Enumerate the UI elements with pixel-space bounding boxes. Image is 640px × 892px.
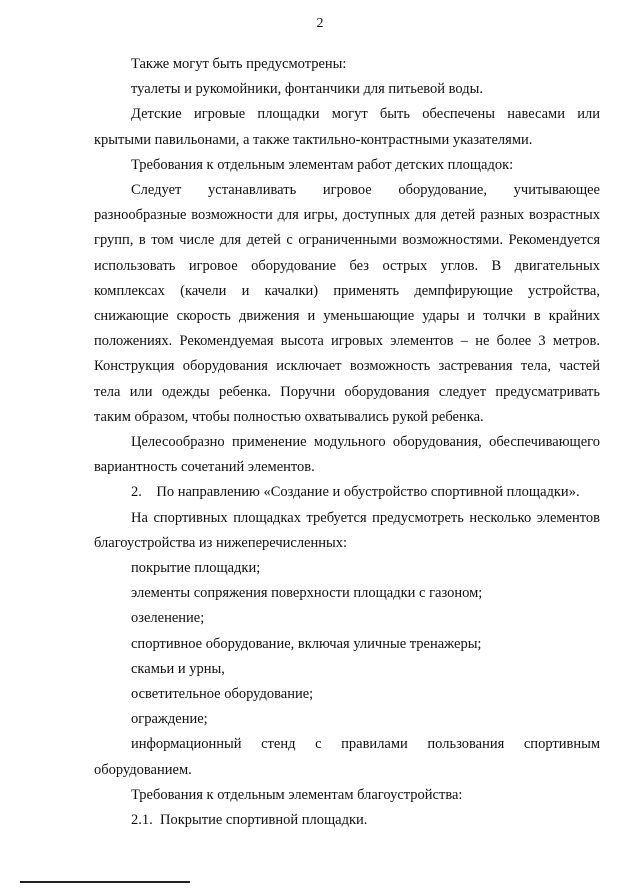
list-item: покрытие площадки;	[131, 560, 261, 577]
list-item: элементы сопряжения поверхности площадки с газоном;	[131, 585, 483, 602]
paragraph-equipment: Следует устанавливать игровое оборудование, учитывающее разнообразные возможности для игры, доступных для детей разных возрастных групп, в том числе для детей с ограниченными возможностями. Рекомендуется использовать игровое оборудование без острых углов. В двигательных комплексах (качели и качалки) применять демпфирующие устройства, снижающие скорость движения и уменьшающие удары и толчки в крайних положениях. Рекомендуемая высота игровых элементов – не более 3 метров. Конструкция оборудования исключает возможность застревания тела, частей тела или одежды ребенка. Поручни оборудования следует предусматривать таким образом, чтобы полностью охватывались рукой ребенка.	[94, 182, 600, 425]
list-item: скамьи и урны,	[131, 660, 225, 677]
paragraph-intro: Также могут быть предусмотрены:	[131, 56, 347, 72]
paragraph-modular: Целесообразно применение модульного оборудования, обеспечивающего вариантность сочетаний элементов.	[94, 434, 600, 476]
list-item: осветительное оборудование;	[131, 686, 314, 703]
paragraph-sports-elements: На спортивных площадках требуется предусмотреть несколько элементов благоустройства из нижеперечисленных:	[94, 509, 600, 551]
list-item: ограждение;	[131, 711, 208, 728]
paragraph-toilets: туалеты и рукомойники, фонтанчики для питьевой воды.	[131, 81, 483, 98]
list-item: информационный стенд с правилами пользования спортивным оборудованием.	[94, 736, 600, 778]
paragraph-canopies: Детские игровые площадки могут быть обеспечены навесами или крытыми павильонами, а также тактильно-контрастными указателями.	[94, 106, 600, 148]
list-item: спортивное оборудование, включая уличные тренажеры;	[131, 635, 482, 652]
page-number: 2	[316, 16, 324, 31]
paragraph-requirements-playground: Требования к отдельным элементам работ детских площадок:	[131, 156, 514, 173]
paragraph-section-2: 2. По направлению «Создание и обустройство спортивной площадки».	[131, 484, 580, 501]
document-body	[94, 52, 600, 833]
footer-divider	[20, 881, 190, 883]
list-item: озеленение;	[131, 610, 205, 627]
paragraph-requirements-sports: Требования к отдельным элементам благоустройства:	[131, 786, 463, 803]
paragraph-section-2-1: 2.1. Покрытие спортивной площадки.	[131, 812, 368, 829]
